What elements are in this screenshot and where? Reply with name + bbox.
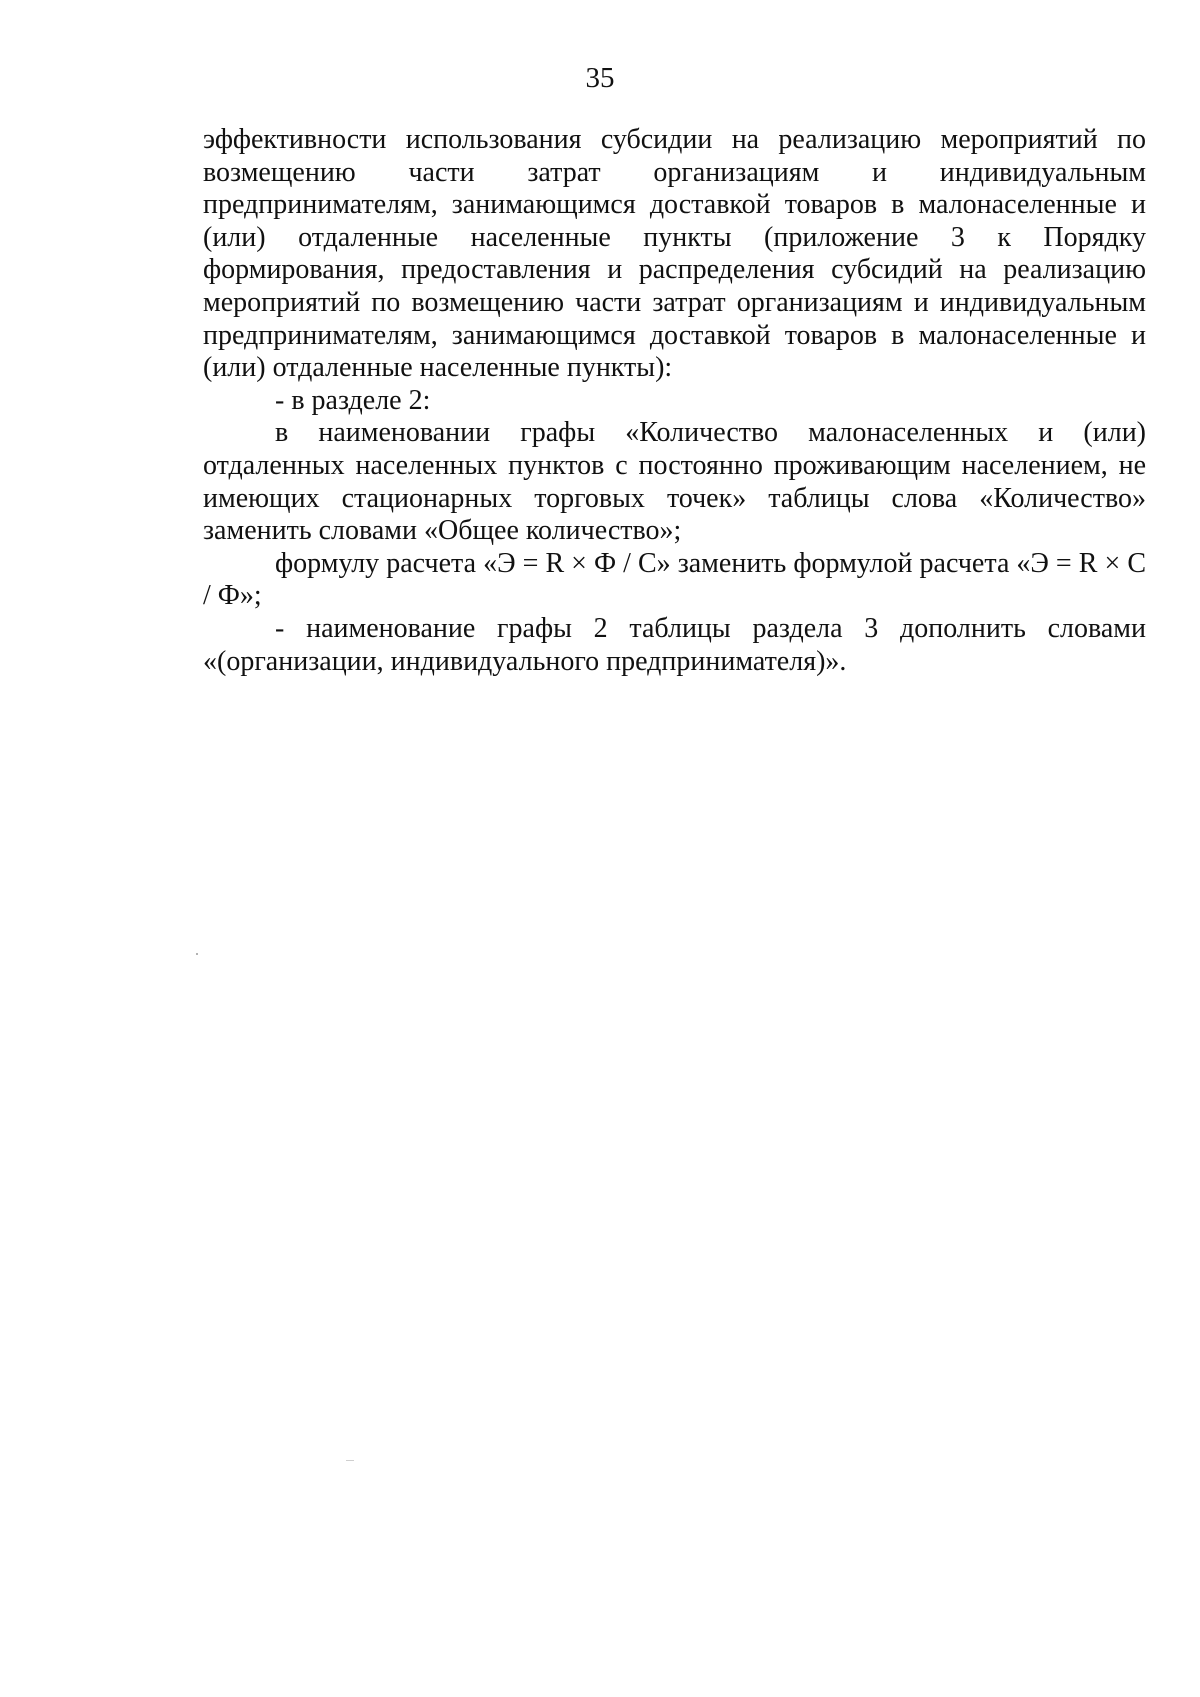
paragraph-column-name-change: в наименовании графы «Количество малонаселенных и (или) отдаленных населенных пунктов с постоянно проживающим населением, не имеющих стационарных торговых точек» таблицы слова «Количество» заменить словами «Общее количество»; [203, 417, 1146, 547]
paragraph-continuation: эффективности использования субсидии на реализацию мероприятий по возмещению части затрат организациям и индивидуальным предпринимателям, занимающимся доставкой товаров в малонаселенные и (или) отдаленные населенные пункты (приложение 3 к Порядку формирования, предоставления и распределения субсидий на реализацию мероприятий по возмещению части затрат организациям и индивидуальным предпринимателям, занимающимся доставкой товаров в малонаселенные и (или) отдаленные населенные пункты): [203, 124, 1146, 384]
paragraph-formula-change: формулу расчета «Э = R × Ф / С» заменить формулой расчета «Э = R × С / Ф»; [203, 547, 1146, 612]
page-number: 35 [585, 62, 615, 94]
scan-artifact-dash [346, 1460, 354, 1461]
scan-artifact-dot [196, 953, 198, 955]
document-body [203, 124, 1146, 678]
paragraph-section-3-addition: - наименование графы 2 таблицы раздела 3 дополнить словами «(организации, индивидуального предпринимателя)». [203, 612, 1146, 677]
paragraph-section-2: - в разделе 2: [275, 384, 431, 416]
